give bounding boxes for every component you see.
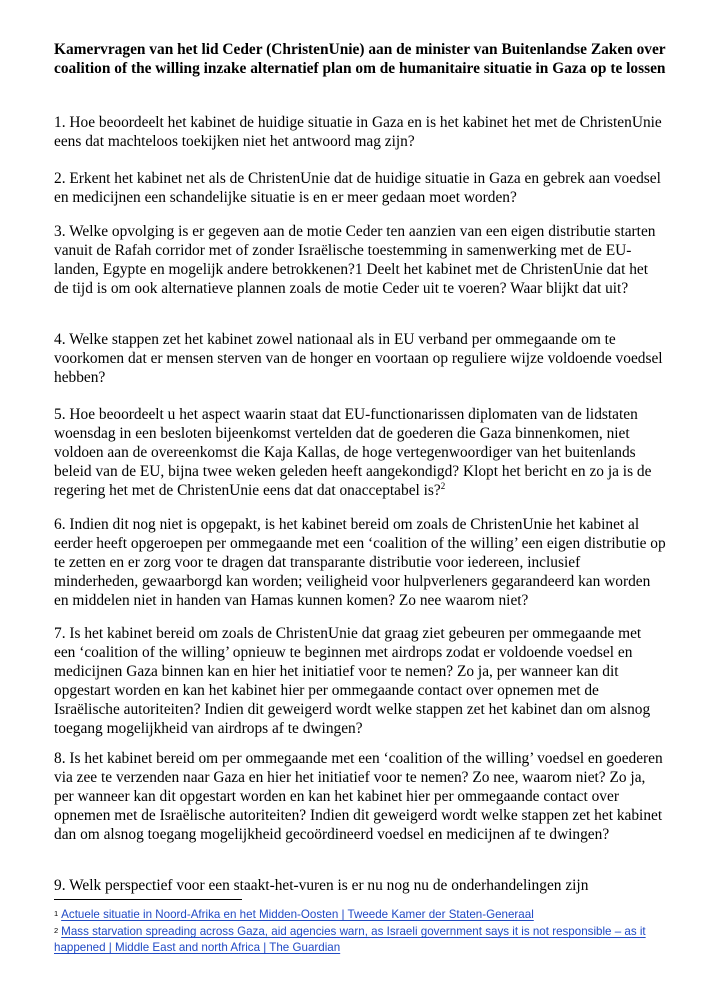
footnote-ref-2[interactable]: 2: [440, 480, 446, 491]
question-1: 1. Hoe beoordeelt het kabinet de huidige situatie in Gaza en is het kabinet het met de ChristenUnie eens dat machteloos toekijken niet het antwoord mag zijn?: [54, 114, 662, 150]
footnote-2: [54, 924, 666, 956]
question-7: 7. Is het kabinet bereid om zoals de ChristenUnie dat graag ziet gebeuren per ommegaande met een ‘coalition of the willing’ opnieuw te beginnen met airdrops zodat er voldoende voedsel en medicijnen Gaza binnen kan en hier het initiatief voor te nemen? Zo ja, per wanneer kan dit opgestart worden en kan het kabinet hier per ommegaande contact over opnemen met de Israëlische autoriteiten? Indien dit geweigerd wordt welke stappen zet het kabinet dan om alsnog toegang mogelijkheid van airdrops af te dwingen?: [54, 625, 651, 737]
question-9: 9. Welk perspectief voor een staakt-het-vuren is er nu nog nu de onderhandelingen zijn: [54, 877, 589, 894]
question-2: 2. Erkent het kabinet net als de ChristenUnie dat de huidige situatie in Gaza en gebrek aan voedsel en medicijnen een schandelijke situatie is en er meer gedaan moet worden?: [54, 170, 661, 206]
question-8: 8. Is het kabinet bereid om per ommegaande met een ‘coalition of the willing’ voedsel en goederen via zee te verzenden naar Gaza en hier het initiatief voor te nemen? Zo nee, waarom niet? Zo ja, per wanneer kan dit opgestart worden en kan het kabinet hier per ommegaande contact over opnemen met de Israëlische autoriteiten? Indien dit geweigerd wordt welke stappen zet het kabinet dan om alsnog toegang mogelijkheid gecoördineerd voedsel en medicijnen af te dwingen?: [54, 750, 663, 843]
footnote-number: 1: [54, 909, 59, 918]
document-title: Kamervragen van het lid Ceder (ChristenUnie) aan de minister van Buitenlandse Zaken over coalition of the willing inzake alternatief plan om de humanitaire situatie in Gaza op te lossen: [54, 41, 666, 77]
footnote-1-link[interactable]: Actuele situatie in Noord-Afrika en het Midden-Oosten | Tweede Kamer der Staten-Generaal: [61, 908, 534, 921]
question-6: 6. Indien dit nog niet is opgepakt, is het kabinet bereid om zoals de ChristenUnie het kabinet al eerder heeft opgeroepen per ommegaande met een ‘coalition of the willing’ een eigen distributie op te zetten en er zorg voor te dragen dat transparante distributie voor iedereen, inclusief minderheden, gewaarborgd kan worden; veiligheid voor hulpverleners gegarandeerd kan worden en middelen niet in handen van Hamas kunnen komen? Zo nee waarom niet?: [54, 516, 666, 609]
question-5-text: 5. Hoe beoordeelt u het aspect waarin staat dat EU-functionarissen diplomaten van de lidstaten woensdag in een besloten bijeenkomst vertelden dat de goederen die Gaza binnenkomen, niet voldoen aan de overeenkomst die Kaja Kallas, de hoge vertegenwoordiger van het buitenlands beleid van de EU, bijna twee weken geleden heeft aangekondigd? Klopt het bericht en zo ja is de regering het met de ChristenUnie eens dat dat onacceptabel is?: [54, 406, 652, 499]
footnote-2-link[interactable]: Mass starvation spreading across Gaza, aid agencies warn, as Israeli government says it is not responsible – as it happened | Middle East and north Africa | The Guardian: [54, 925, 646, 954]
footnote-number: 2: [54, 926, 59, 935]
question-5: [54, 405, 666, 500]
question-3: 3. Welke opvolging is er gegeven aan de motie Ceder ten aanzien van een eigen distributie starten vanuit de Rafah corridor met of zonder Israëlische toestemming in samenwerking met de EU-landen, Egypte en mogelijk andere betrokkenen?1 Deelt het kabinet met de ChristenUnie dat het de tijd is om ook alternatieve plannen zoals de motie Ceder uit te voeren? Waar blijkt dat uit?: [54, 223, 656, 297]
footnote-1: [54, 907, 666, 923]
question-4: 4. Welke stappen zet het kabinet zowel nationaal als in EU verband per ommegaande om te voorkomen dat er mensen sterven van de honger en voortaan op reguliere wijze voldoende voedsel hebben?: [54, 331, 663, 386]
footnote-divider: [54, 899, 242, 900]
